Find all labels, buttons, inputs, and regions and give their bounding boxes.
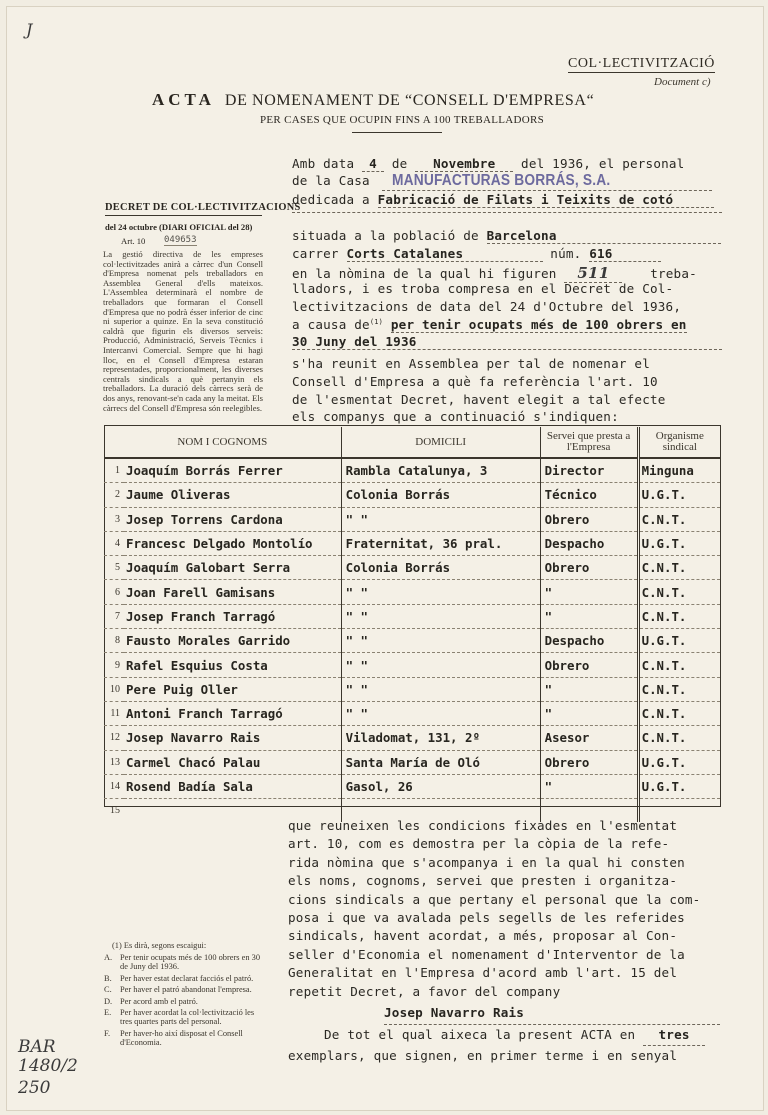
member-address: Viladomat, 131, 2º — [341, 726, 540, 750]
intro-line-9: a causa $de^{(1)}$ per tenir ocupats més de 100 obrers en — [292, 317, 687, 332]
collectivitzacio-label: COL·LECTIVITZACIÓ — [568, 56, 715, 71]
footnote-text: Per acord amb el patró. — [120, 996, 198, 1006]
closing-line: sindicals, havent acordat, a més, proposar al Con- — [288, 928, 678, 944]
table-row — [104, 580, 720, 604]
closing-paragraph — [288, 817, 724, 1066]
intro-line-12: Consell d'Empresa a què fa referència l'art. 10 — [292, 374, 658, 389]
street: Corts Catalanes — [347, 246, 543, 262]
intro-line-10 — [292, 334, 722, 350]
closing-line: Generalitat en l'Empresa d'acord amb l'art. 15 del — [288, 965, 678, 981]
member-address: Rambla Catalunya, 3 — [341, 458, 540, 483]
intro-line-13: de l'esmentat Decret, havent elegit a tal efecte — [292, 392, 666, 407]
footnote-item — [104, 974, 262, 983]
member-name: Josep Franch Tarragó — [124, 604, 341, 628]
footnote-key: D. — [104, 996, 113, 1006]
footnote-item — [104, 997, 262, 1006]
closing-line: repetit Decret, a favor del company — [288, 983, 561, 999]
member-address: " " — [341, 629, 540, 653]
intro-line-11: s'ha reunit en Assemblea per tal de nomenar el — [292, 356, 650, 371]
member-union: U.G.T. — [638, 629, 720, 653]
member-service: Obrero — [540, 653, 638, 677]
member-address: Santa María de Oló — [341, 750, 540, 774]
footnote-item — [104, 953, 262, 972]
table-header-row — [104, 427, 720, 458]
member-address: " " — [341, 580, 540, 604]
footnote-item — [104, 1029, 262, 1048]
member-union: C.N.T. — [638, 653, 720, 677]
footnote-text: Per haver el patró abandonat l'empresa. — [120, 985, 252, 995]
table-row — [104, 483, 720, 507]
member-union: U.G.T. — [638, 531, 720, 555]
date-month: Novembre — [415, 156, 513, 172]
footnotes-list — [104, 953, 262, 1050]
city: Barcelona — [487, 228, 721, 244]
member-name: Joaquím Borrás Ferrer — [124, 458, 341, 483]
member-service: " — [540, 701, 638, 725]
member-address: " " — [341, 604, 540, 628]
member-address: Colonia Borrás — [341, 556, 540, 580]
footnotes-title: (1) Es dirà, segons escaigui: — [112, 941, 207, 950]
date-day: 4 — [362, 156, 384, 172]
interventor-name: Josep Navarro Rais — [384, 1001, 720, 1025]
reason-line-1: per tenir ocupats més de 100 obrers en — [390, 317, 687, 332]
row-number: 9 — [104, 653, 124, 677]
member-service: Obrero — [540, 750, 638, 774]
member-name: Josep Torrens Cardona — [124, 507, 341, 531]
row-number: 2 — [104, 483, 124, 507]
page-subtitle: PER CASES QUE OCUPIN FINS A 100 TREBALLADORS — [260, 114, 545, 126]
closing-line: rida nòmina que s'acompanya i en la qual hi consten — [288, 854, 685, 870]
intro-line-1: Amb data 4 de Novembre del 1936, el personal — [292, 156, 685, 171]
member-union: C.N.T. — [638, 701, 720, 725]
row-number: 11 — [104, 701, 124, 725]
closing-line: els noms, cognoms, servei que presten i organitza- — [288, 873, 678, 889]
row-number: 8 — [104, 629, 124, 653]
decree-title: DECRET DE COL·LECTIVITZACIONS — [105, 202, 262, 216]
row-number: 3 — [104, 507, 124, 531]
table-row — [104, 531, 720, 555]
workers-count: 511 — [577, 264, 610, 282]
margin-mark: J — [26, 20, 33, 39]
footnote-key: B. — [104, 973, 112, 983]
row-number: 14 — [104, 774, 124, 798]
member-address: Fraternitat, 36 pral. — [341, 531, 540, 555]
member-service: " — [540, 604, 638, 628]
title-acta: ACTA — [152, 90, 215, 109]
table-row — [104, 507, 720, 531]
closing-line: cions sindicals a que pertany el personal que la com- — [288, 891, 701, 907]
member-service: Obrero — [540, 507, 638, 531]
header-name: NOM I COGNOMS — [104, 427, 341, 458]
member-name: Jaume Oliveras — [124, 483, 341, 507]
intro-line-3: dedicada a Fabricació de Filats i Teixits de cotó — [292, 192, 724, 208]
closing-line: seller d'Economia el nomenament d'Interventor de la — [288, 946, 685, 962]
copies-count: tres — [643, 1024, 705, 1046]
footnote-key: A. — [104, 953, 113, 962]
document-label: Document c) — [654, 76, 711, 88]
member-name: Francesc Delgado Montolío — [124, 531, 341, 555]
decree-body: La gestió directiva de les empreses col·lectivitzades anirà a càrrec d'un Consell d'Empresa nomenat pels treballadors en Assemblea General d'ells mateixos. L'Assemblea determinarà el nombre de treballadors que formaran el Consell d'Empresa que no podrà ésser inferior de cinc ni superior a quinze. En la seva constitució caldrà que figurin els diversos serveis: Producció, Administració, Serveis Tècnics i Intercanvi Comercial. Sempre que hi hagi lloc, en el Consell d'Empresa estaran representades, proporcionalment, les diverses centrals sindicals a què pertanyin els treballadors. La duració dels càrrecs serà de dos anys, renovant-se'n cada any la meitat. Els càrrecs del Consell d'Empresa són reelegibles. — [103, 249, 263, 413]
member-service: Director — [540, 458, 638, 483]
member-service: Asesor — [540, 726, 638, 750]
intro-line-4: situada a la població de Barcelona — [292, 228, 724, 244]
member-service: Técnico — [540, 483, 638, 507]
decree-number-stamp: 049653 — [164, 235, 197, 245]
closing-line: art. 10, com es demostra per la còpia de la refe- — [288, 836, 670, 852]
closing-line: posa i que va avalada pels segells de les referides — [288, 909, 685, 925]
intro-line-7: lladors, i es troba compresa en el Decret de Col- — [292, 281, 674, 296]
member-service: Despacho — [540, 629, 638, 653]
row-number: 7 — [104, 604, 124, 628]
member-name: Pere Puig Oller — [124, 677, 341, 701]
member-address: " " — [341, 677, 540, 701]
table-row — [104, 653, 720, 677]
member-name: Antoni Franch Tarragó — [124, 701, 341, 725]
member-union: U.G.T. — [638, 483, 720, 507]
member-union: C.N.T. — [638, 726, 720, 750]
table-row — [104, 458, 720, 483]
footnote-text: Per haver estat declarat facciós el patró. — [120, 973, 254, 983]
member-service: " — [540, 580, 638, 604]
member-name: Fausto Morales Garrido — [124, 629, 341, 653]
table-row — [104, 774, 720, 798]
row-number: 10 — [104, 677, 124, 701]
member-name: Josep Navarro Rais — [124, 726, 341, 750]
footnote-text: Per tenir ocupats més de 100 obrers en 30 de Juny del 1936. — [120, 953, 261, 972]
title-rest: DE NOMENAMENT DE “CONSELL D'EMPRESA“ — [224, 92, 595, 109]
member-name: Joan Farell Gamisans — [124, 580, 341, 604]
decree-date: del 24 octubre (DIARI OFICIAL del 28) — [105, 222, 253, 232]
subtitle-rule — [352, 132, 442, 133]
footnote-text: Per haver acordat la col·lectivització les tres quartes parts del personal. — [120, 1008, 255, 1027]
row-number: 1 — [104, 458, 124, 483]
header-address: DOMICILI — [341, 427, 540, 458]
table-row — [104, 701, 720, 725]
decree-article: Art. 10 — [121, 236, 146, 246]
footnote-key: F. — [104, 1028, 111, 1038]
header-union: Organisme sindical — [638, 427, 720, 458]
blank-line — [292, 212, 722, 213]
member-service: Despacho — [540, 531, 638, 555]
row-number: 4 — [104, 531, 124, 555]
member-union: U.G.T. — [638, 750, 720, 774]
intro-line-14: els companys que a continuació s'indiquen: — [292, 409, 619, 424]
closing-line: que reuneixen les condicions fixades en l'esmentat — [288, 818, 678, 833]
member-union: C.N.T. — [638, 604, 720, 628]
footnote-item — [104, 985, 262, 994]
table-row — [104, 604, 720, 628]
member-service: " — [540, 677, 638, 701]
footnote-key: E. — [104, 1008, 112, 1018]
page-title — [152, 90, 594, 110]
intro-line-8: lectivitzacions de data del 24 d'Octubre del 1936, — [292, 299, 682, 314]
footnote-item — [104, 1008, 262, 1027]
member-union: Minguna — [638, 458, 720, 483]
member-service: " — [540, 774, 638, 798]
closing-line-12: De tot el qual aixeca la present ACTA en tres — [288, 1024, 724, 1045]
closing-line-13: exemplars, que signen, en primer terme i en senyal — [288, 1047, 678, 1063]
member-address: Gasol, 26 — [341, 774, 540, 798]
member-union: C.N.T. — [638, 580, 720, 604]
intro-line-5: carrer Corts Catalanes núm. 616 — [292, 246, 724, 262]
archive-reference: BAR 1480/2 250 — [18, 1037, 78, 1098]
member-address: " " — [341, 653, 540, 677]
member-name: Joaquím Galobart Serra — [124, 556, 341, 580]
row-number: 5 — [104, 556, 124, 580]
member-union: C.N.T. — [638, 556, 720, 580]
intro-line-6: en la nòmina de la qual hi figuren 511 treba- — [292, 264, 697, 282]
header-service: Servei que presta a l'Empresa — [540, 427, 638, 458]
table-row — [104, 726, 720, 750]
member-union: C.N.T. — [638, 507, 720, 531]
member-address: Colonia Borrás — [341, 483, 540, 507]
company-activity: Fabricació de Filats i Teixits de cotó — [378, 192, 714, 208]
table-row — [104, 629, 720, 653]
member-address: " " — [341, 701, 540, 725]
member-name: Carmel Chacó Palau — [124, 750, 341, 774]
street-number: 616 — [589, 246, 661, 262]
member-service: Obrero — [540, 556, 638, 580]
footnote-key: C. — [104, 985, 112, 995]
member-name: Rosend Badía Sala — [124, 774, 341, 798]
council-members-table — [104, 427, 720, 822]
row-number: 6 — [104, 580, 124, 604]
table-row — [104, 750, 720, 774]
intro-line-2: de la Casa MANUFACTURAS BORRÁS, S.A. — [292, 172, 724, 191]
table-row — [104, 677, 720, 701]
table-row — [104, 556, 720, 580]
reason-line-2: 30 Juny del 1936 — [292, 334, 417, 349]
footnote-text: Per haver-ho així disposat el Consell d'Economia. — [120, 1028, 243, 1048]
member-name: Rafel Esquius Costa — [124, 653, 341, 677]
row-number: 12 — [104, 726, 124, 750]
row-number: 13 — [104, 750, 124, 774]
row-number: 15 — [110, 805, 120, 817]
member-union: C.N.T. — [638, 677, 720, 701]
member-address: " " — [341, 507, 540, 531]
company-stamp: MANUFACTURAS BORRÁS, S.A. — [391, 172, 610, 189]
member-union: U.G.T. — [638, 774, 720, 798]
